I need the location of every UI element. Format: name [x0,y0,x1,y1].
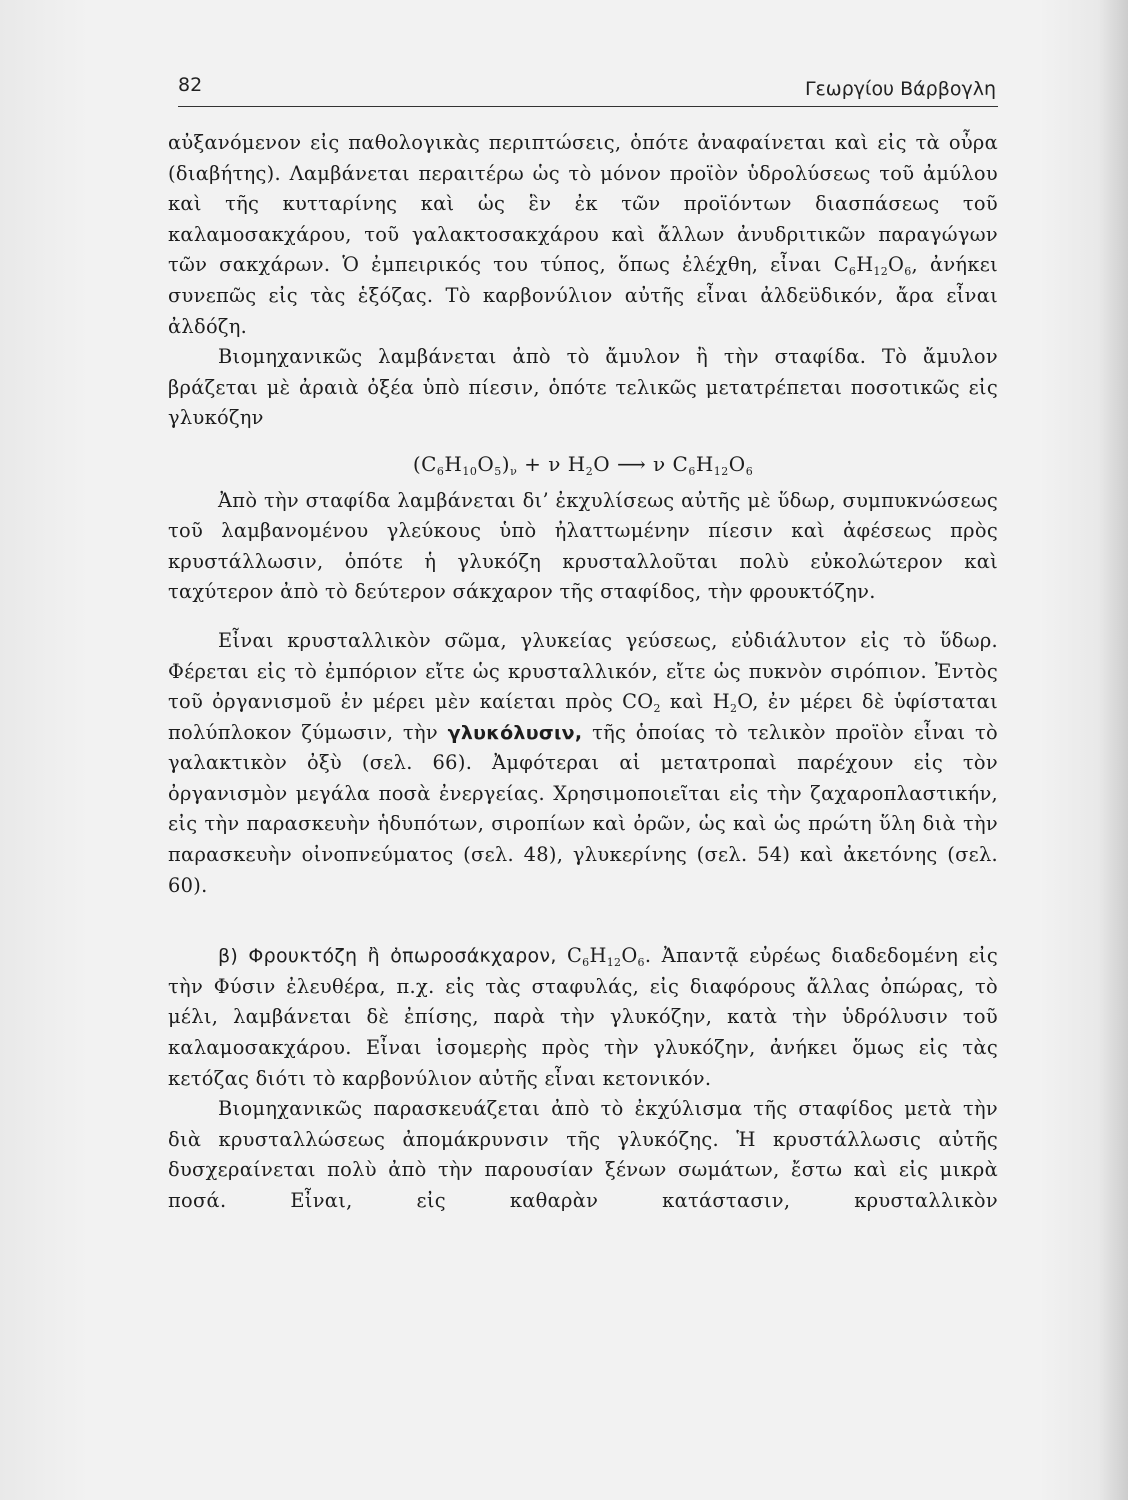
eq-part: O [728,451,746,476]
eq-part: O [477,451,495,476]
eq-sub: 5 [494,464,502,478]
formula-part: H [856,253,874,277]
formula-sub: 12 [606,956,622,970]
paragraph-4 [168,626,998,901]
eq-sub: 12 [713,464,729,478]
formula-sub: 2 [729,702,738,716]
page-edge-shadow [1098,0,1128,1500]
page-header [178,72,998,107]
paragraph-4-text: καὶ H [660,690,730,714]
formula-part: O [621,944,638,968]
eq-sub: 6 [745,464,754,478]
formula-sub: 6 [582,956,590,970]
hydrolysis-equation [168,449,998,480]
paragraph-4-text: O, ἐν μέρει δὲ ὑφίσταται πολύπλοκον ζύμωσιν, τὴν [168,690,998,744]
paragraph-4-text: τῆς ὁποίας τὸ τελικὸν προϊὸν εἶναι τὸ γαλακτικὸν ὀξὺ (σελ. 66). Ἀμφότεραι αἱ μετατροπαὶ παρέχουν εἰς τὸν ὀργανισμὸν μεγάλα ποσὰ ἐνεργείας. Χρησιμοποιεῖται εἰς τὴν ζαχαροπλαστικήν, εἰς τὴν παρασκευὴν ἡδυπότων, σιροπίων καὶ ὀρῶν, ὡς καὶ ὡς πρώτη ὕλη διὰ τὴν παρασκευὴν οἰνοπνεύματος (σελ. 48), γλυκερίνης (σελ. 54) καὶ ἀκετόνης (σελ. 60). [168,720,998,897]
eq-sub: 6 [436,464,445,478]
paragraph-1-end: , ἀνήκει συνεπῶς εἰς τὰς ἑξόζας. Τὸ καρβονύλιον αὐτῆς εἶναι ἀλδεϋδικόν, ἄρα εἶναι ἀλδόζη. [168,253,999,338]
paragraph-5-fructose [168,941,998,1094]
formula-glucose-pre: εἶναι C [770,253,849,277]
formula-sub: 2 [653,702,661,716]
eq-part: H [444,451,463,476]
paragraph-6: Βιομηχανικῶς παρασκευάζεται ἀπὸ τὸ ἐκχύλισμα τῆς σταφίδος μετὰ τὴν διὰ κρυσταλλώσεως ἀπομάκρυνσιν τῆς γλυκόζης. Ἡ κρυστάλλωσις αὐτῆς δυσχεραίνεται πολὺ ἀπὸ τὴν παρουσίαν ξένων σωμάτων, ἔστω καὶ εἰς μικρὰ ποσά. Εἶναι, εἰς καθαρὰν κατάστασιν, κρυσταλλικὸν [168,1097,998,1212]
eq-sub: 6 [688,464,696,478]
paragraph-5-text: . Ἀπαντᾷ εὐρέως διαδεδομένη εἰς τὴν Φύσιν ἐλευθέρα, π.χ. εἰς τὰς σταφυλάς, εἰς διαφόρους ἄλλας ὀπώρας, τὸ μέλι, λαμβάνεται δὲ ἐπίσης, παρὰ τὴν γλυκόζην, κατὰ τὴν ὑδρόλυσιν τοῦ καλαμοσακχάρου. Εἶναι ἰσομερὴς πρὸς τὴν γλυκόζην, ἀνήκει ὅμως εἰς τὰς κετόζας διότι τὸ καρβονύλιον αὐτῆς εἶναι κετονικόν. [168,944,998,1090]
eq-part: + ν H [517,451,586,476]
eq-part: (C [412,451,437,476]
paragraph-1 [168,128,998,342]
running-head: Γεωργίου Βάρβογλη [804,78,996,100]
paragraph-1-text: αὐξανόμενον εἰς παθολογικὰς περιπτώσεις, ὁπότε ἀναφαίνεται καὶ εἰς τὰ οὖρα (διαβήτης). Λαμβάνεται περαιτέρω ὡς τὸ μόνον προϊὸν ὑδρολύσεως τοῦ ἀμύλου καὶ τῆς κυτταρίνης καὶ ὡς ἓν ἐκ τῶν προϊόντων διασπάσεως τοῦ καλαμοσακχάρου, τοῦ γαλακτοσακχάρου καὶ ἄλλων ἀνυδριτικῶν παραγώγων τῶν σακχάρων. Ὁ ἐμπειρικός του τύπος, ὅπως ἐλέχθη, [168,131,998,277]
eq-part: ) [501,451,511,476]
formula-part: O [888,253,905,277]
formula-sub: 6 [904,265,912,279]
body-text [168,128,998,1217]
paragraph-2: Βιομηχανικῶς λαμβάνεται ἀπὸ τὸ ἄμυλον ἢ τὴν σταφίδα. Τὸ ἄμυλον βράζεται μὲ ἀραιὰ ὀξέα ὑπὸ πίεσιν, ὁπότε τελικῶς μετατρέπεται ποσοτικῶς εἰς γλυκόζην [168,345,998,430]
eq-part: O ⟶ ν C [593,451,689,476]
paragraph-3: Ἀπὸ τὴν σταφίδα λαμβάνεται δι’ ἐκχυλίσεως αὐτῆς μὲ ὕδωρ, συμπυκνώσεως τοῦ λαμβανομένου γλεύκους ὑπὸ ἠλαττωμένην πίεσιν καὶ ἀφέσεως πρὸς κρυστάλλωσιν, ὁπότε ἡ γλυκόζη κρυσταλλοῦται πολὺ εὐκολώτερον καὶ ταχύτερον ἀπὸ τὸ δεύτερον σάκχαρον τῆς σταφίδος, τὴν φρουκτόζην. [168,488,998,604]
section-heading-fructose: β) Φρουκτόζη ἢ ὀπωροσάκχαρον, [218,945,557,968]
eq-part: H [695,451,714,476]
eq-sub: ν [510,464,518,478]
eq-sub: 10 [462,464,478,478]
formula-part: C [556,944,583,968]
formula-sub: 6 [637,956,645,970]
eq-sub: 2 [585,464,594,478]
page-number: 82 [178,74,203,96]
formula-sub: 12 [873,265,889,279]
glycolysis-term: γλυκόλυσιν, [447,721,583,744]
formula-sub: 6 [848,265,857,279]
paragraph-4-text: Εἶναι κρυσταλλικὸν σῶμα, γλυκείας γεύσεως, εὐδιάλυτον εἰς τὸ ὕδωρ. Φέρεται εἰς τὸ ἐμπόριον εἴτε ὡς κρυσταλλικόν, εἴτε ὡς πυκνὸν σιρόπιον. Ἐντὸς τοῦ ὀργανισμοῦ ἐν μέρει μὲν καίεται πρὸς CO [168,628,998,714]
formula-part: H [589,944,607,968]
